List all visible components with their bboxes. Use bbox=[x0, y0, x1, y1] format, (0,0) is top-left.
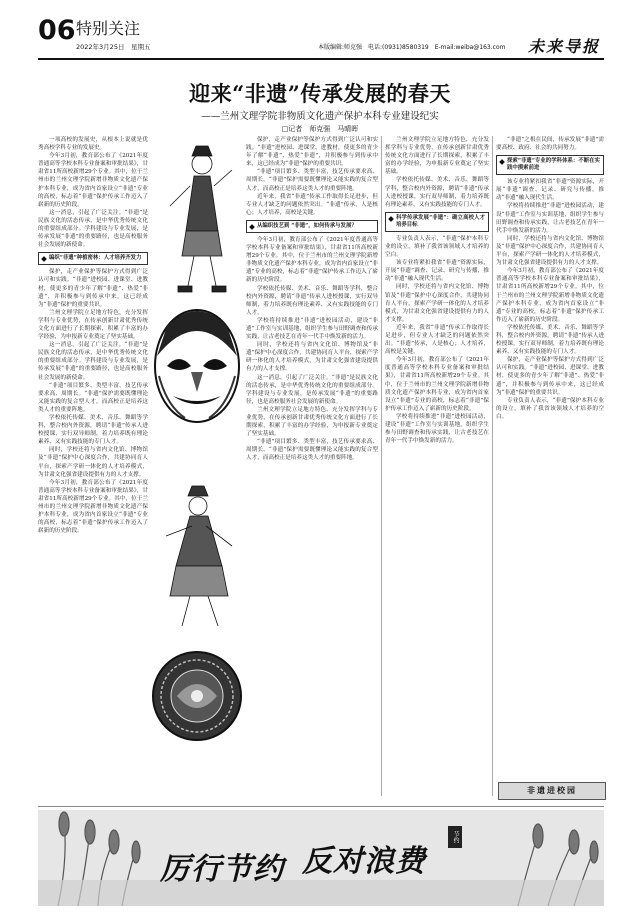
paragraph: 同时，学校还将与省内文化馆、博物馆及“非遗”保护中心深度合作，共建协同育人平台，探索产学研一体化的人才培养模式，为甘肃文化强省建设提供有力的人才支撑。 bbox=[385, 284, 489, 323]
paragraph: 学校依托传媒、美术、音乐、舞蹈等学科，整合校内外资源，聘请“非遗”传承人进校授课，实行双导师制，着力培养既有理论素养、又有实践技能的专门人才。 bbox=[385, 177, 489, 208]
article-title: 迎来“非遗”传承发展的春天 bbox=[189, 81, 451, 106]
paragraph: 学校依托传媒、美术、音乐、舞蹈等学科，整合校内外资源，聘请“非遗”传承人进校授课，实行双导师制，着力培养既有理论素养、又有实践技能的专门人才。 bbox=[246, 285, 378, 316]
paragraph: 保护，走产业保护等保护方式得到广泛认可和实践。“非遗”进校园、进课堂、进教材，使更多的青少年了解“非遗”、热爱“非遗”，并积极参与到传承中来，这已经成为“非遗”保护的重要共识。 bbox=[246, 137, 378, 168]
shadow-puppet-figure bbox=[166, 486, 232, 626]
article-column-4 bbox=[496, 136, 604, 776]
column-badge: 非遗进校园 bbox=[498, 782, 606, 800]
shadow-puppet-figure bbox=[170, 146, 232, 292]
opera-artwork bbox=[152, 136, 242, 806]
paragraph: “非遗”项目繁多、类型丰富，技艺传承要求高、周期长。“非遗”保护需要既懂理论又能实践的复合型人才，而高校正是培养这类人才的重要阵地。 bbox=[246, 439, 378, 462]
embroidery-medallion bbox=[153, 652, 241, 740]
paragraph: 保护，走产业保护等保护方式得到广泛认可和实践。“非遗”进校园、进课堂、进教材，使更多的青少年了解“非遗”、热爱“非遗”，并积极参与到传承中来，这已经成为“非遗”保护的重要共识。 bbox=[38, 269, 148, 308]
paragraph: 近年来，我省“非遗”传承工作取得长足进步，但专业人才缺乏的问题依然突出。“非遗”传承，人是核心；人才培养，高校是关键。 bbox=[385, 324, 489, 356]
paragraph: 专业负责人表示，“非遗”保护本科专业的设立，填补了我省该领域人才培养的空白。 bbox=[385, 235, 489, 259]
paragraph: 这一消息，引起了广泛关注。“非遗”是民族文化的活态传承，是中华优秀传统文化的重要组成部分。学科建设与专业发展，是传承发展“非遗”的重要路径，也是高校服务社会发展的新使命。 bbox=[38, 342, 148, 381]
editor-contact: 本版编辑:师克强 电话:(0931)8580319 E-mail:weiba@163.com bbox=[318, 44, 506, 51]
paragraph: 今年3月初，教育部公布了《2021年度普通高等学校本科专业备案和审批结果》，甘肃省11所高校新增29个专业。其中，位于兰州市的兰州文理学院新增非物质文化遗产保护本科专业，成为省内首家设立“非遗”专业的高校，标志着“非遗”保护传承工作迈入了崭新的历史阶段。 bbox=[38, 153, 148, 208]
paragraph: 这一消息，引起了广泛关注。“非遗”是民族文化的活态传承，是中华优秀传统文化的重要组成部分。学科建设与专业发展，是传承发展“非遗”的重要路径，也是高校服务社会发展的新使命。 bbox=[246, 374, 378, 405]
page-number: 06 bbox=[38, 15, 76, 46]
paragraph: 学校将持续推进“非遗”进校园活动，建设“非遗”工作室与实训基地，组织学生参与田野调查和传承实践，让古老技艺在青年一代手中焕发新的活力。 bbox=[385, 413, 489, 445]
paragraph: 这一消息，引起了广泛关注。“非遗”是民族文化的活态传承，是中华优秀传统文化的重要组成部分。学科建设与专业发展，是传承发展“非遗”的重要路径，也是高校服务社会发展的新使命。 bbox=[38, 209, 148, 249]
paragraph: 学校将持续推进“非遗”进校园活动，建设“非遗”工作室与实训基地，组织学生参与田野调查和传承实践，让古老技艺在青年一代手中焕发新的活力。 bbox=[496, 203, 604, 234]
subhead: 探索“非遗”专业的学科体系：不断在实践中摸索前进 bbox=[496, 155, 604, 175]
paragraph: 今年3月初，教育部公布了《2021年度普通高等学校本科专业备案和审批结果》，甘肃省11所高校新增29个专业。其中，位于兰州市的兰州文理学院新增非物质文化遗产保护本科专业，成为省内首家设立“非遗”专业的高校，标志着“非遗”保护传承工作迈入了崭新的历史阶段。 bbox=[38, 479, 148, 535]
paragraph: 近年来，我省“非遗”传承工作取得长足进步，但专业人才缺乏的问题依然突出。“非遗”传承，人是核心；人才培养，高校是关键。 bbox=[246, 193, 378, 216]
section-title: 特别关注 bbox=[76, 19, 141, 38]
header-rule bbox=[38, 58, 604, 60]
issue-date: 2022年3月25日 星期五 bbox=[76, 43, 151, 51]
column-divider bbox=[381, 136, 382, 796]
column-divider bbox=[492, 136, 493, 796]
subhead: 编织“非遗”种植密林：人才培养齐发力 bbox=[38, 252, 148, 265]
paragraph: 同时，学校还将与省内文化馆、博物馆及“非遗”保护中心深度合作，共建协同育人平台，探索产学研一体化的人才培养模式，为甘肃文化强省建设提供有力的人才支撑。 bbox=[38, 447, 148, 478]
paragraph: 今年3月初，教育部公布了《2021年度普通高等学校本科专业备案和审批结果》，甘肃省11所高校新增29个专业。其中，位于兰州市的兰州文理学院新增非物质文化遗产保护本科专业，成为省内首家设立“非遗”专业的高校，标志着“非遗”保护传承工作迈入了崭新的历史阶段。 bbox=[385, 357, 489, 412]
paragraph: 该专业将紧扣我省“非遗”资源实际，开展“非遗”调查、记录、研究与传播，推动“非遗”融入现代生活。 bbox=[385, 260, 489, 283]
paragraph: 兰州文理学院立足地方特色，充分发挥学科与专业优势，在传承创新甘肃优秀传统文化方面进行了长期探索，积累了丰富的办学经验，为申报新专业奠定了坚实基础。 bbox=[38, 309, 148, 341]
banner-rule bbox=[38, 806, 604, 807]
paragraph: “非遗”项目繁多、类型丰富，技艺传承要求高、周期长。“非遗”保护需要既懂理论又能实践的复合型人才，而高校正是培养这类人才的重要阵地。 bbox=[38, 382, 148, 413]
paragraph: 保护，走产业保护等保护方式得到广泛认可和实践。“非遗”进校园、进课堂、进教材，使更多的青少年了解“非遗”、热爱“非遗”，并积极参与到传承中来，这已经成为“非遗”保护的重要共识。 bbox=[496, 357, 604, 396]
banner-slogan-right: 反对浪费 bbox=[302, 844, 426, 879]
paragraph: 同时，学校还将与省内文化馆、博物馆及“非遗”保护中心深度合作，共建协同育人平台，探索产学研一体化的人才培养模式，为甘肃文化强省建设提供有力的人才支撑。 bbox=[246, 342, 378, 373]
paragraph: 兰州文理学院立足地方特色，充分发挥学科与专业优势，在传承创新甘肃优秀传统文化方面进行了长期探索，积累了丰富的办学经验，为申报新专业奠定了坚实基础。 bbox=[246, 406, 378, 438]
banner-slogan-left: 厉行节约 bbox=[160, 852, 284, 887]
paragraph: 专业负责人表示，“非遗”保护本科专业的设立，填补了我省该领域人才培养的空白。 bbox=[496, 397, 604, 420]
paragraph: 一项高校的发展史，从根本上说就是优秀高校学科专业的发展史。 bbox=[38, 137, 148, 152]
paragraph: 该专业将紧扣我省“非遗”资源实际，开展“非遗”调查、记录、研究与传播，推动“非遗”融入现代生活。 bbox=[496, 179, 604, 202]
paragraph: 学校依托传媒、美术、音乐、舞蹈等学科，整合校内外资源，聘请“非遗”传承人进校授课，实行双导师制，着力培养既有理论素养、又有实践技能的专门人才。 bbox=[496, 324, 604, 356]
article-column-2 bbox=[246, 136, 378, 806]
paragraph: 今年3月初，教育部公布了《2021年度普通高等学校本科专业备案和审批结果》，甘肃省11所高校新增29个专业。其中，位于兰州市的兰州文理学院新增非物质文化遗产保护本科专业，成为省内首家设立“非遗”专业的高校，标志着“非遗”保护传承工作迈入了崭新的历史阶段。 bbox=[246, 236, 378, 284]
newspaper-masthead: 未来导报 bbox=[528, 37, 601, 56]
subhead: 从编织技艺到 “非遗”，如何传承与发展？ bbox=[246, 220, 378, 233]
paragraph: “非遗”项目繁多、类型丰富，技艺传承要求高、周期长。“非遗”保护需要既懂理论又能实践的复合型人才，而高校正是培养这类人才的重要阵地。 bbox=[246, 169, 378, 192]
opera-mask bbox=[155, 310, 239, 422]
article-column-1 bbox=[38, 136, 148, 806]
banner-seal: 节约 bbox=[448, 826, 462, 848]
article-byline: □记者 师克强 马晴晖 bbox=[281, 125, 359, 133]
subhead: 科学传承发展“非遗”：确立高校人才培养目标 bbox=[385, 212, 489, 232]
article-subtitle: ——兰州文理学院非物质文化遗产保护本科专业建设纪实 bbox=[201, 111, 439, 122]
paragraph: 学校将持续推进“非遗”进校园活动，建设“非遗”工作室与实训基地，组织学生参与田野调查和传承实践，让古老技艺在青年一代手中焕发新的活力。 bbox=[246, 317, 378, 341]
paragraph: 今年3月初，教育部公布了《2021年度普通高等学校本科专业备案和审批结果》，甘肃省11所高校新增29个专业。其中，位于兰州市的兰州文理学院新增非物质文化遗产保护本科专业，成为省内首家设立“非遗”专业的高校，标志着“非遗”保护传承工作迈入了崭新的历史阶段。 bbox=[496, 268, 604, 323]
paragraph: “非遗”之根在民间，传承发展“非遗”需要高校、政府、社会的共同努力。 bbox=[496, 137, 604, 152]
paragraph: 兰州文理学院立足地方特色，充分发挥学科与专业优势，在传承创新甘肃优秀传统文化方面进行了长期探索，积累了丰富的办学经验，为申报新专业奠定了坚实基础。 bbox=[385, 137, 489, 176]
paragraph: 学校依托传媒、美术、音乐、舞蹈等学科，整合校内外资源，聘请“非遗”传承人进校授课，实行双导师制，着力培养既有理论素养、又有实践技能的专门人才。 bbox=[38, 415, 148, 446]
paragraph: 同时，学校还将与省内文化馆、博物馆及“非遗”保护中心深度合作，共建协同育人平台，探索产学研一体化的人才培养模式，为甘肃文化强省建设提供有力的人才支撑。 bbox=[496, 235, 604, 267]
article-column-3 bbox=[385, 136, 489, 806]
